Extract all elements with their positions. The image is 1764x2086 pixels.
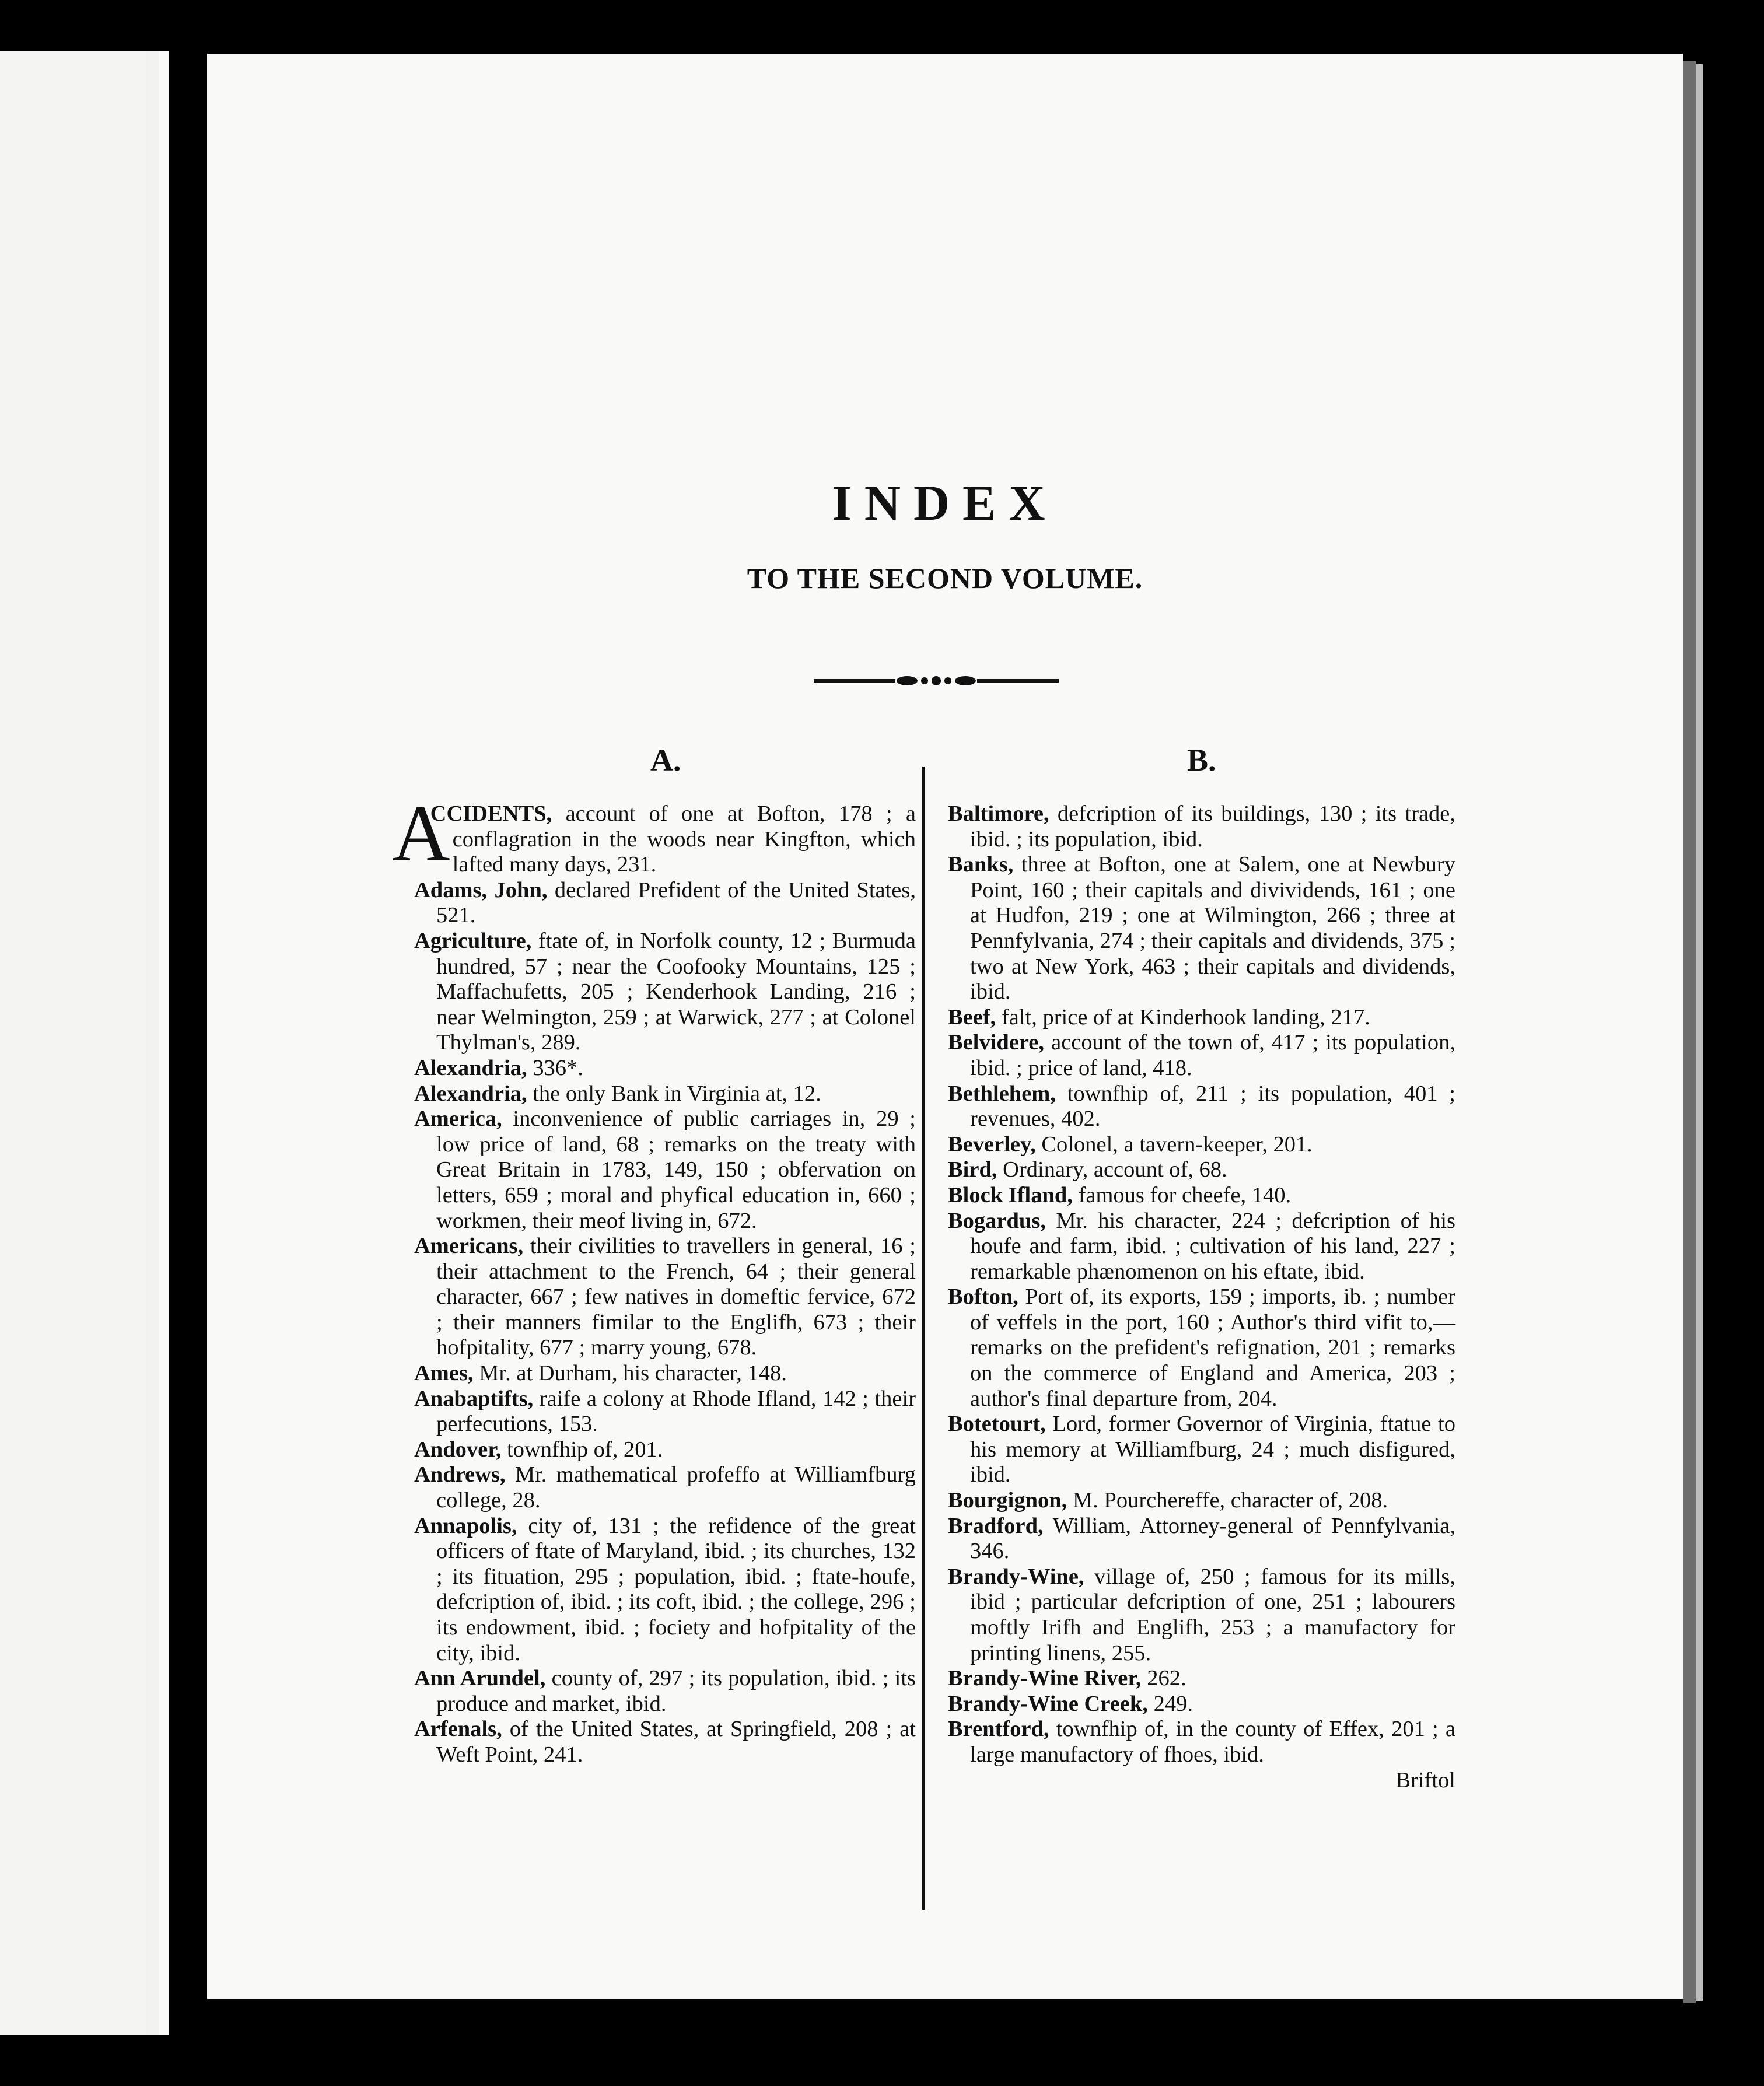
facing-page-edge — [0, 51, 169, 2035]
entry-heading: Americans, — [414, 1234, 524, 1259]
entry-text: townfhip of, 201. — [501, 1437, 663, 1462]
entry-heading: Andover, — [414, 1437, 502, 1462]
index-entry — [414, 1717, 916, 1768]
index-entry — [414, 1056, 916, 1082]
entry-text: their civilities to travellers in general, 16 ; their attachment to the French, 64 ; their general character, 667 ; few natives in domeftic fervice, 672 ; their manners fimilar to the Englifh, 673 ; their hofpitality, 677 ; marry young, 678. — [436, 1234, 916, 1360]
entry-text: 249. — [1147, 1691, 1193, 1716]
index-entry — [414, 929, 916, 1056]
entry-text: city of, 131 ; the refidence of the great officers of ftate of Maryland, ibid. ; its churches, 132 ; its fituation, 295 ; population, ibid. ; ftate-houfe, defcription of, ibid. ; its coft, ibid. ; the college, 296 ; its endowment, ibid. ; fociety and hofpitality of the city, ibid. — [436, 1513, 916, 1665]
entry-text: ftate of, in Norfolk county, 12 ; Burmuda hundred, 57 ; near the Coofooky Mountains, 125 ; Maffachufetts, 205 ; Kenderhook Landing, 216 ; near Welmington, 259 ; at Warwick, 277 ; at Colonel Thylman's, 289. — [436, 928, 916, 1055]
entry-text: Colonel, a tavern-keeper, 201. — [1035, 1132, 1312, 1157]
entry-heading: Bourgignon, — [948, 1488, 1068, 1513]
index-entry — [948, 1488, 1455, 1514]
index-entry — [414, 1514, 916, 1667]
index-entry — [948, 1514, 1455, 1564]
entry-text: townfhip of, 211 ; its population, 401 ; revenues, 402. — [970, 1081, 1455, 1132]
column-letter-a: A. — [650, 743, 681, 778]
index-entry — [948, 1082, 1455, 1132]
entry-heading: CCIDENTS, — [430, 802, 552, 826]
book-gutter — [169, 0, 204, 2086]
index-page — [207, 54, 1683, 1999]
entry-heading: Anabaptifts, — [414, 1386, 534, 1411]
entry-text: Ordinary, account of, 68. — [997, 1157, 1227, 1182]
index-entry — [414, 1361, 916, 1387]
entry-text: raife a colony at Rhode Ifland, 142 ; their perfecutions, 153. — [436, 1386, 916, 1437]
entry-text: Mr. his character, 224 ; defcription of his houfe and farm, ibid. ; cultivation of his land, 227 ; remarkable phænomenon on his eftate, ibid. — [970, 1208, 1455, 1284]
entry-heading: Bogardus, — [948, 1208, 1046, 1233]
drop-cap: A — [392, 789, 450, 878]
entry-text: county of, 297 ; its population, ibid. ; its produce and market, ibid. — [436, 1666, 916, 1716]
entry-text: account of one at Bofton, 178 ; a conflagration in the woods near Kingfton, which lafted many days, 231. — [452, 802, 916, 877]
entry-heading: Alexandria, — [414, 1081, 527, 1106]
entry-heading: America, — [414, 1107, 502, 1132]
index-entry — [414, 1107, 916, 1234]
entry-heading: Botetourt, — [948, 1412, 1046, 1437]
entry-heading: Agriculture, — [414, 928, 532, 953]
index-entry — [948, 1030, 1455, 1081]
index-entry — [948, 1132, 1455, 1158]
entry-text: Lord, former Governor of Virginia, ftatue to his memory at Williamfburg, 24 ; much disfigured, ibid. — [970, 1412, 1455, 1488]
entry-heading: Beef, — [948, 1005, 996, 1030]
entry-text: townfhip of, in the county of Effex, 201 ; a large manufactory of fhoes, ibid. — [970, 1717, 1455, 1767]
entry-text: account of the town of, 417 ; its population, ibid. ; price of land, 418. — [970, 1030, 1455, 1080]
facing-page-fold — [0, 51, 146, 2035]
entry-text: William, Attorney-general of Pennfylvania, 346. — [970, 1513, 1455, 1564]
index-entry — [948, 1209, 1455, 1285]
entry-heading: Brentford, — [948, 1717, 1049, 1742]
index-entry — [414, 1082, 916, 1107]
entry-text: famous for cheefe, 140. — [1072, 1182, 1292, 1208]
index-entry — [948, 1717, 1455, 1768]
index-column-a — [392, 789, 916, 1768]
entry-heading: Beverley, — [948, 1132, 1036, 1157]
entry-text: Mr. at Durham, his character, 148. — [473, 1361, 787, 1386]
entry-text: village of, 250 ; famous for its mills, ibid ; particular defcription of one, 251 ; labourers moftly Irifh and Englifh, 253 ; a manufactory for printing linens, 255. — [970, 1564, 1455, 1665]
page-edge-shadow — [1683, 61, 1696, 2003]
index-entry — [414, 1437, 916, 1463]
entry-heading: Brandy-Wine River, — [948, 1666, 1142, 1691]
entry-heading: Andrews, — [414, 1462, 506, 1488]
index-entry — [948, 802, 1455, 852]
entry-heading: Bethlehem, — [948, 1081, 1056, 1106]
entry-heading: Brandy-Wine, — [948, 1564, 1084, 1589]
index-entry — [948, 1183, 1455, 1209]
entry-text: defcription of its buildings, 130 ; its trade, ibid. ; its population, ibid. — [970, 802, 1455, 852]
index-entry — [948, 1564, 1455, 1666]
entry-text: of the United States, at Springfield, 208 ; at Weft Point, 241. — [436, 1717, 916, 1767]
index-entry — [414, 1387, 916, 1437]
entry-text: three at Bofton, one at Salem, one at Newbury Point, 160 ; their capitals and divividends, 161 ; one at Hudfon, 219 ; one at Wilmington, 266 ; three at Pennfylvania, 274 ; their capitals and dividends, 375 ; two at New York, 463 ; their capitals and dividends, ibid. — [970, 852, 1455, 1005]
index-column-b — [948, 802, 1455, 1793]
entry-heading: Bofton, — [948, 1284, 1019, 1310]
index-entry — [948, 852, 1455, 1005]
index-entry — [948, 1157, 1455, 1183]
ornamental-rule-icon — [814, 673, 1059, 688]
facing-page-margin — [159, 51, 169, 2035]
entry-heading: Block Ifland, — [948, 1182, 1073, 1208]
entry-text: the only Bank in Virginia at, 12. — [527, 1081, 821, 1106]
index-entry — [948, 1666, 1455, 1692]
entry-text: inconvenience of public carriages in, 29 ; low price of land, 68 ; remarks on the treaty with Great Britain in 1783, 149, 150 ; obfervation on letters, 659 ; moral and phyfical education in, 660 ; workmen, their meof living in, 672. — [436, 1107, 916, 1233]
entry-heading: Baltimore, — [948, 802, 1049, 826]
column-divider — [922, 766, 925, 1910]
index-entry — [948, 1284, 1455, 1412]
index-entry — [948, 1692, 1455, 1717]
entry-heading: Banks, — [948, 852, 1014, 877]
entry-heading: Adams, John, — [414, 877, 548, 902]
entry-text: 262. — [1141, 1666, 1186, 1691]
page-subtitle: TO THE SECOND VOLUME. — [747, 562, 1143, 594]
catchword: Briftol — [1395, 1768, 1455, 1793]
index-entry — [948, 1005, 1455, 1031]
entry-heading: Annapolis, — [414, 1513, 517, 1538]
page-title: INDEX — [832, 475, 1058, 531]
entry-heading: Arfenals, — [414, 1717, 502, 1742]
entry-text: 336*. — [527, 1055, 583, 1080]
entry-heading: Belvidere, — [948, 1030, 1045, 1055]
index-entry — [414, 1234, 916, 1361]
entry-heading: Bird, — [948, 1157, 998, 1182]
entry-text: falt, price of at Kinderhook landing, 217. — [996, 1005, 1370, 1030]
entry-heading: Bradford, — [948, 1513, 1044, 1538]
entry-text: Mr. mathematical profeffo at Williamfburg college, 28. — [436, 1462, 916, 1513]
entry-text: Port of, its exports, 159 ; imports, ib. ; number of veffels in the port, 160 ; Author's third vifit to,—remarks on the prefident's refignation, 201 ; remarks on the commerce of England and America, 203 ; author's final departure from, 204. — [970, 1284, 1455, 1411]
entry-text: declared Prefident of the United States, 521. — [436, 877, 916, 928]
index-entry — [414, 1666, 916, 1717]
entry-heading: Ames, — [414, 1361, 474, 1386]
entry-heading: Alexandria, — [414, 1055, 527, 1080]
entry-heading: Ann Arundel, — [414, 1666, 546, 1691]
page-edge-highlight — [1696, 64, 1703, 2001]
index-entry — [392, 789, 916, 878]
index-entry — [948, 1412, 1455, 1488]
entry-heading: Brandy-Wine Creek, — [948, 1691, 1148, 1716]
entry-text: M. Pourchereffe, character of, 208. — [1067, 1488, 1388, 1513]
index-entry — [414, 878, 916, 929]
index-entry — [414, 1462, 916, 1513]
column-letter-b: B. — [1187, 743, 1216, 778]
